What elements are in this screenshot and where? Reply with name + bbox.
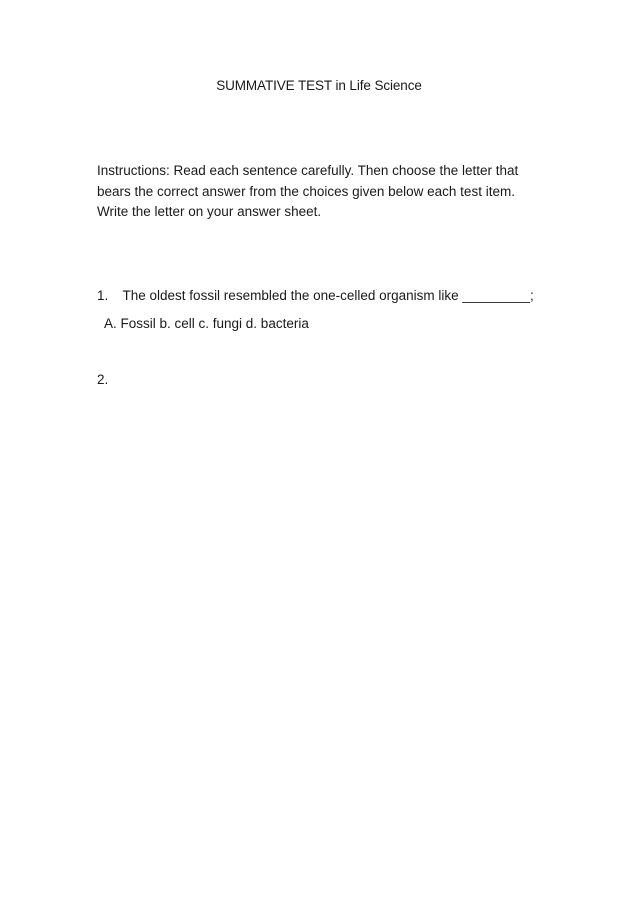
question-number: 2.	[97, 372, 109, 387]
question-1-choices: A. Fossil b. cell c. fungi d. bacteria	[104, 316, 309, 331]
page-title: SUMMATIVE TEST in Life Science	[216, 78, 422, 93]
question-1	[97, 288, 534, 303]
question-number: 1.	[97, 288, 109, 303]
instructions-block	[97, 161, 557, 223]
question-2	[97, 372, 108, 387]
instructions-line: Instructions: Read each sentence carefully. Then choose the letter that	[97, 163, 519, 178]
instructions-line: bears the correct answer from the choices given below each test item.	[97, 183, 515, 199]
instructions-line: Write the letter on your answer sheet.	[97, 204, 322, 219]
question-text: The oldest fossil resembled the one-celled organism like _________;	[122, 288, 534, 303]
